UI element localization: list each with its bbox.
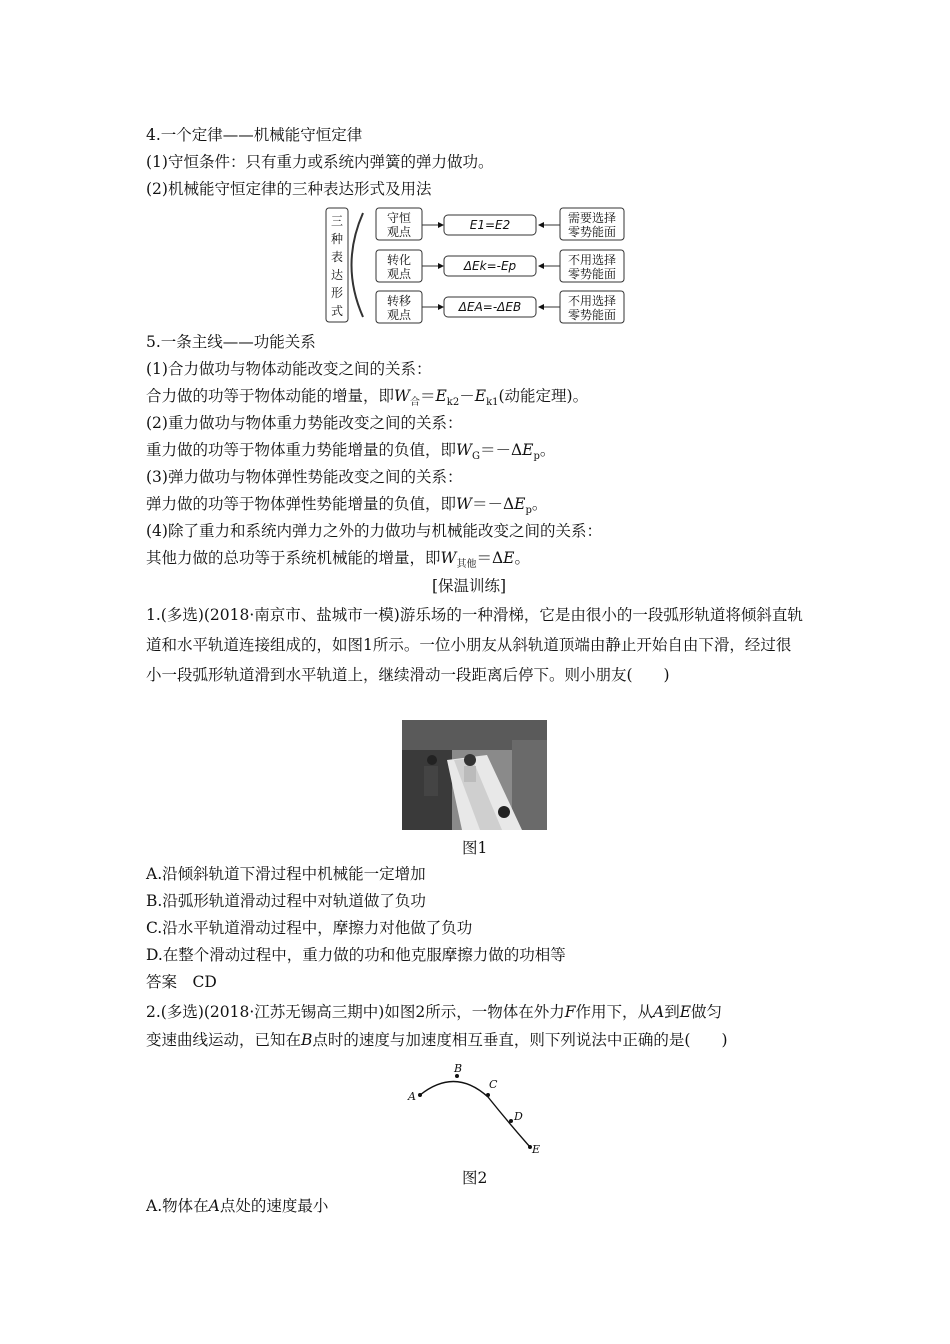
relation-3-text: 弹力做的功等于物体弹性势能增量的负值，即$W=-\Delta E_p$。 [146,495,548,517]
left-label-char: 种 [330,232,344,246]
relation-1-heading: (1)合力做功与物体动能改变之间的关系： [146,360,432,378]
left-label-char: 表 [330,250,344,264]
brace-icon [352,213,364,317]
question-2-line2: 变速曲线运动，已知在B点时的速度与加速度相互垂直，则下列说法中正确的是( ) [146,1031,728,1049]
relation-2-heading: (2)重力做功与物体重力势能改变之间的关系： [146,414,463,432]
relation-1-text: 合力做的功等于物体动能的增量，即$W_合=E_{k2}-E_{k1}$(动能定理)。 [146,387,589,409]
figure-2-caption: 图2 [462,1169,488,1187]
relation-4-heading: (4)除了重力和系统内弹力之外的力做功与机械能改变之间的关系： [146,522,602,540]
q1-option-b: B.沿弧形轨道滑动过程中对轨道做了负功 [146,892,426,910]
conservation-condition: (1)守恒条件：只有重力或系统内弹簧的弹力做功。 [146,153,494,171]
q2-option-a: A.物体在A点处的速度最小 [146,1197,329,1215]
q1-answer: 答案 CD [146,973,217,991]
point-label: A [408,1090,416,1103]
note-label: 零势能面 [567,267,617,281]
q1-option-a: A.沿倾斜轨道下滑过程中机械能一定增加 [146,865,426,883]
left-label-char: 形 [330,286,344,300]
equation: ΔEk=-Ep [463,259,517,273]
point-label: D [514,1110,523,1123]
view-label: 观点 [386,308,412,322]
note-label: 零势能面 [567,308,617,322]
relation-4-text: 其他力做的总功等于系统机械能的增量，即$W_{其他}=\Delta E$。 [146,549,530,571]
left-label-char: 达 [330,268,344,282]
relation-2-text: 重力做的功等于物体重力势能增量的负值，即$W_G=-\Delta E_p$。 [146,441,556,463]
left-label-char: 三 [330,214,344,228]
equation: ΔEA=-ΔEB [458,300,522,314]
section5-title: 5.一条主线——功能关系 [146,333,316,351]
view-label: 转移 [386,294,412,308]
note-label: 不用选择 [567,253,617,267]
q1-option-d: D.在整个滑动过程中，重力做的功和他克服摩擦力做的功相等 [146,946,566,964]
section4-title: 4.一个定律——机械能守恒定律 [146,126,363,144]
note-label: 不用选择 [567,294,617,308]
point-label: C [489,1078,498,1091]
note-label: 需要选择 [567,211,617,225]
training-header: [保温训练] [432,577,507,595]
view-label: 守恒 [386,211,412,225]
three-forms-heading: (2)机械能守恒定律的三种表达形式及用法 [146,180,432,198]
left-label-char: 式 [330,304,344,318]
slide-photo [402,720,547,830]
point-label: E [532,1143,541,1156]
view-label: 观点 [386,267,412,281]
view-label: 转化 [386,253,412,267]
relation-3-heading: (3)弹力做功与物体弹性势能改变之间的关系： [146,468,463,486]
q1-option-c: C.沿水平轨道滑动过程中，摩擦力对他做了负功 [146,919,473,937]
trajectory-figure [400,1062,550,1160]
question-1: 1.(多选)(2018·南京市、盐城市一模)游乐场的一种滑梯，它是由很小的一段弧形轨道将倾斜直轨道和水平轨道连接组成的，如图1所示。一位小朋友从斜轨道顶端由静止开始自由下滑，经过很小一段弧形轨道滑到水平轨道上，继续滑动一段距离后停下。则小朋友( ) [146,606,803,684]
note-label: 零势能面 [567,225,617,239]
question-2-line1: 2.(多选)(2018·江苏无锡高三期中)如图2所示，一物体在外力F作用下，从A到E做匀 [146,1003,723,1021]
three-forms-diagram [318,205,632,327]
equation: E1=E2 [469,218,511,232]
view-label: 观点 [386,225,412,239]
point-label: B [454,1062,463,1075]
figure-1-caption: 图1 [462,839,488,857]
